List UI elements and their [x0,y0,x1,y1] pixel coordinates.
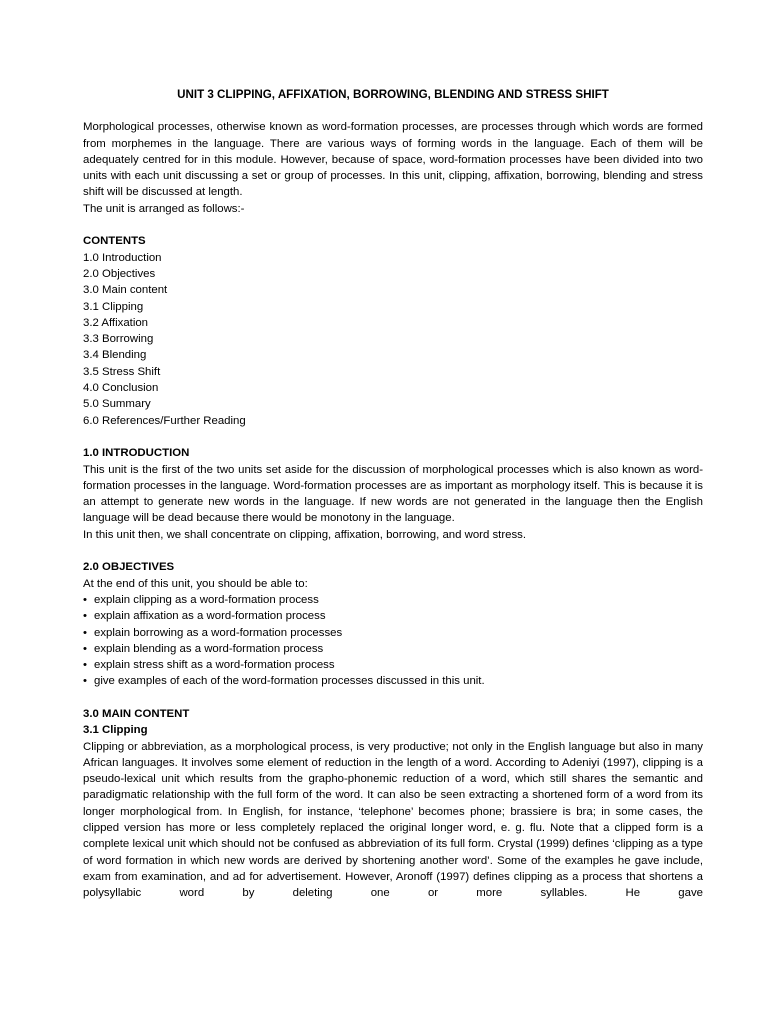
bullet-icon: • [83,610,87,623]
clipping-subheading: 3.1 Clipping [83,724,148,737]
document-title: UNIT 3 CLIPPING, AFFIXATION, BORROWING, BLENDING AND STRESS SHIFT [177,88,609,101]
objective-text: give examples of each of the word-formation processes discussed in this unit. [94,675,485,688]
introduction-heading: 1.0 INTRODUCTION [83,447,190,460]
objective-item [83,673,703,689]
contents-item: 3.0 Main content [83,284,168,297]
bullet-icon: • [83,626,87,639]
objective-text: explain blending as a word-formation process [94,642,324,655]
contents-item: 3.3 Borrowing [83,333,154,346]
introduction-paragraph: In this unit then, we shall concentrate on clipping, affixation, borrowing, and word stress. [83,528,527,541]
contents-item: 5.0 Summary [83,398,151,411]
intro-paragraph: Morphological processes, otherwise known as word-formation processes, are processes through which words are formed from morphemes in the language. There are various ways of forming words in the language. Each of them will be adequately centred for in this module. However, because of space, word-formation processes have been divided into two units with each unit discussing a set or group of processes. In this unit, clipping, affixation, borrowing, blending and stress shift will be discussed at length. [83,121,703,199]
objectives-list [83,592,703,690]
spacer [83,690,703,706]
bullet-icon: • [83,642,87,655]
spacer [83,217,703,233]
document-body [83,87,703,902]
bullet-icon: • [83,659,87,672]
contents-list [83,250,703,429]
introduction-paragraph: This unit is the first of the two units set aside for the discussion of morphological processes which is also known as word-formation processes in the language. Word-formation processes are as important as morphology itself. This is because it is an attempt to generate new words in the language. If new words are not generated in the language then the English language will be dead because there would be monotony in the language. [83,463,703,525]
contents-item: 3.5 Stress Shift [83,365,161,378]
objective-text: explain stress shift as a word-formation process [94,659,335,672]
contents-item: 3.4 Blending [83,349,147,362]
arranged-line: The unit is arranged as follows:- [83,202,245,215]
objective-item [83,608,703,624]
bullet-icon: • [83,593,87,606]
contents-item: 6.0 References/Further Reading [83,414,246,427]
contents-item: 3.2 Affixation [83,316,149,329]
objective-text: explain borrowing as a word-formation processes [94,626,343,639]
objective-text: explain affixation as a word-formation process [94,610,326,623]
contents-heading: CONTENTS [83,235,146,248]
objective-item [83,641,703,657]
spacer [83,429,703,445]
objective-item [83,592,703,608]
objective-text: explain clipping as a word-formation process [94,593,319,606]
objective-item [83,625,703,641]
objectives-lead: At the end of this unit, you should be able to: [83,577,308,590]
contents-item: 4.0 Conclusion [83,382,159,395]
bullet-icon: • [83,675,87,688]
contents-item: 1.0 Introduction [83,251,162,264]
contents-item: 2.0 Objectives [83,267,156,280]
objectives-heading: 2.0 OBJECTIVES [83,561,175,574]
contents-item: 3.1 Clipping [83,300,144,313]
spacer [83,543,703,559]
main-content-heading: 3.0 MAIN CONTENT [83,707,190,720]
clipping-paragraph: Clipping or abbreviation, as a morphological process, is very productive; not only in the English language but also in many African languages. It involves some element of reduction in the length of a word. According to Adeniyi (1997), clipping is a pseudo-lexical unit which results from the grapho-phonemic reduction of a word, which still shares the semantic and paradigmatic relationship with the full form of the word. It can also be seen extracting a shortened form of a word from its longer morphological from. In English, for instance, ‘telephone’ becomes phone; brassiere is bra; in some cases, the clipped version has more or less completely replaced the original longer word, e. g. flu. Note that a clipped form is a complete lexical unit which should not be confused as abbreviation of its full form. Crystal (1999) defines ‘clipping as a type of word formation in which new words are derived by shortening another word’. Some of the examples he gave include, exam from examination, and ad for advertisement. However, Aronoff (1997) defines clipping as a process that shortens a polysyllabic word by deleting one or more syllables. He gave [83,740,703,900]
objective-item [83,657,703,673]
